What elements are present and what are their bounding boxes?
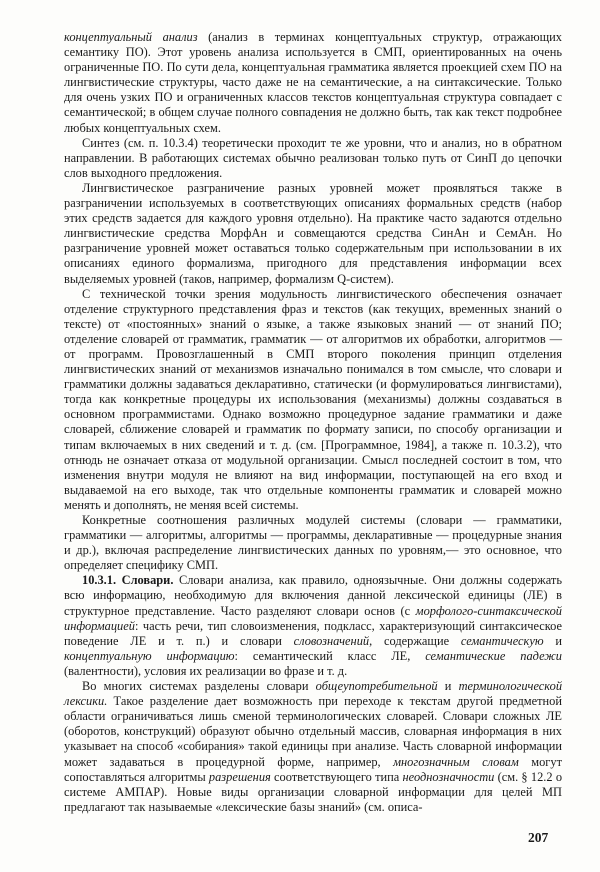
section-10-3-1 [64,573,562,679]
paragraph-3: Лингвистическое разграничение разных уровней может проявляться также в разграничении используемых в соответствующих описаниях формальных средств (набор этих средств задается для каждого уровня отдельно). На практике часто задаются отдельно лингвистические средства МорфАн и совмещаются средства СинАн и СемАн. Но разграничение уровней может оставаться только содержательным при использовании в их описаниях единого формализма, пригодного для представления информации всех выделяемых уровней (таков, например, формализм Q-систем). [64,180,562,286]
page-body [64,30,562,815]
term-morpho-syntactic: морфолого-синтаксической информацией [64,603,562,633]
term-semantic-cases: семантические падежи [425,648,562,663]
paragraph-1-text: (анализ в терминах концептуальных структур, отражающих семантику ПО). Этот уровень анализа используется в СМП, ориентированных на очень ограниченные ПО. По сути дела, концептуальная грамматика является проекцией схем ПО на лингвистические структуры, часто даже не на семантические, а на синтаксические. Только для очень узких ПО и ограниченных классов текстов концептуальная структура совпадает с семантической; в общем случае полного совпадения не должно быть, так как текст подробнее любых концептуальных схем. [64,30,562,135]
section-heading: 10.3.1. Словари. [82,573,174,588]
term-terminological-vocabulary: терминологической лексики. [64,679,563,709]
paragraph-1 [64,30,562,136]
paragraph-4: С технической точки зрения модульность лингвистического обеспечения означает отделение структурного представления фраз и текстов (как текущих, временных знаний о тексте) от «постоянных» знаний о языке, а также языковых знаний — от знаний ПО; отделение словарей от грамматик, грамматик — от алгоритмов их обработки, алгоритмов — от программ. Провозглашенный в СМП второго поколения принцип отделения лингвистических знаний от механизмов изначально понимался в том смысле, что словари и грамматики должны задаваться декларативно, статически (и формулироваться лингвистами), тогда как конкретные процедуры их использования (механизмы) должны создаваться в основном программистами. Однако возможно процедурное задание грамматики и даже словарей, сближение словарей и грамматик по формату записи, по способу организации и типам включаемых в них сведений и т. д. (см. [Программное, 1984], а также п. 10.3.2), что отнюдь не означает отказа от модульной организации. Смысл последней состоит в том, что изменения внутри модуля не влияют на вид информации, поступающей на его вход и выдаваемой на его выходе, так что отдельные компоненты грамматик и словарей можно менять и дополнять, не меняя всей системы. [64,286,562,512]
section-text-4: и [543,633,563,648]
section-text-2: : часть речи, тип словоизменения, подкласс, характеризующий синтаксическое поведение ЛЕ и т. п.) и словари [64,618,562,648]
term-semantic: семантическую [460,633,544,648]
section-text-5: : семантический класс ЛЕ, [234,648,426,663]
term-conceptual-info: концептуальную информацию [64,648,235,663]
paragraph-2: Синтез (см. п. 10.3.4) теоретически проходит те же уровни, что и анализ, но в обратном направлении. В работающих системах обычно реализован только путь от СинП до цепочки слов выходного предложения. [64,135,562,180]
p7-text-2: и [437,679,459,694]
p7-text-1: Во многих системах разделены словари [82,679,316,694]
p7-text-3: Такое разделение дает возможность при переходе к текстам другой предметной области ограничиваться лишь сменой терминологических словарей. Словари сложных ЛЕ (оборотов, конструкций) образуют обычно отдельный массив, словарная информация в них указывает на способ «собирания» такой единицы при анализе. Часть словарной информации может задаваться в процедурной форме, например, [64,694,562,769]
section-text-3: , содержащие [369,633,461,648]
page-number: 207 [528,830,549,845]
term-polysemous-words: многозначным словам [393,754,519,769]
term-ambiguity: неоднозначности [402,769,495,784]
p7-text-6: (см. § 12.2 о системе АМПАР). Новые виды организации словарной информации для целей МП предлагают так называемые «лексические базы знаний» (см. описа- [64,769,563,814]
section-text-6: (валентности), условия их реализации во фразе и т. д. [64,663,348,678]
paragraph-5: Конкретные соотношения различных модулей системы (словари — грамматики, грамматики — алгоритмы, алгоритмы — программы, декларативные — процедурные знания и др.), включая распределение лингвистических данных по уровням,— это основное, что определяет специфику СМП. [64,513,562,573]
term-general-vocabulary: общеупотребительной [315,679,438,694]
term-conceptual-analysis: концептуальный анализ [64,30,198,44]
p7-text-4: могут сопоставляться алгоритмы [64,754,562,784]
p7-text-5: соответствующего типа [270,769,403,784]
section-text-1: Словари анализа, как правило, одноязычные. Они должны содержать всю информацию, необходимую для включения данной лексической единицы (ЛЕ) в структурное представление. Часто разделяют словари основ (с [64,573,562,618]
term-word-meanings: словозначений [293,633,370,648]
term-resolution: разрешения [208,769,271,784]
paragraph-7 [64,679,562,815]
